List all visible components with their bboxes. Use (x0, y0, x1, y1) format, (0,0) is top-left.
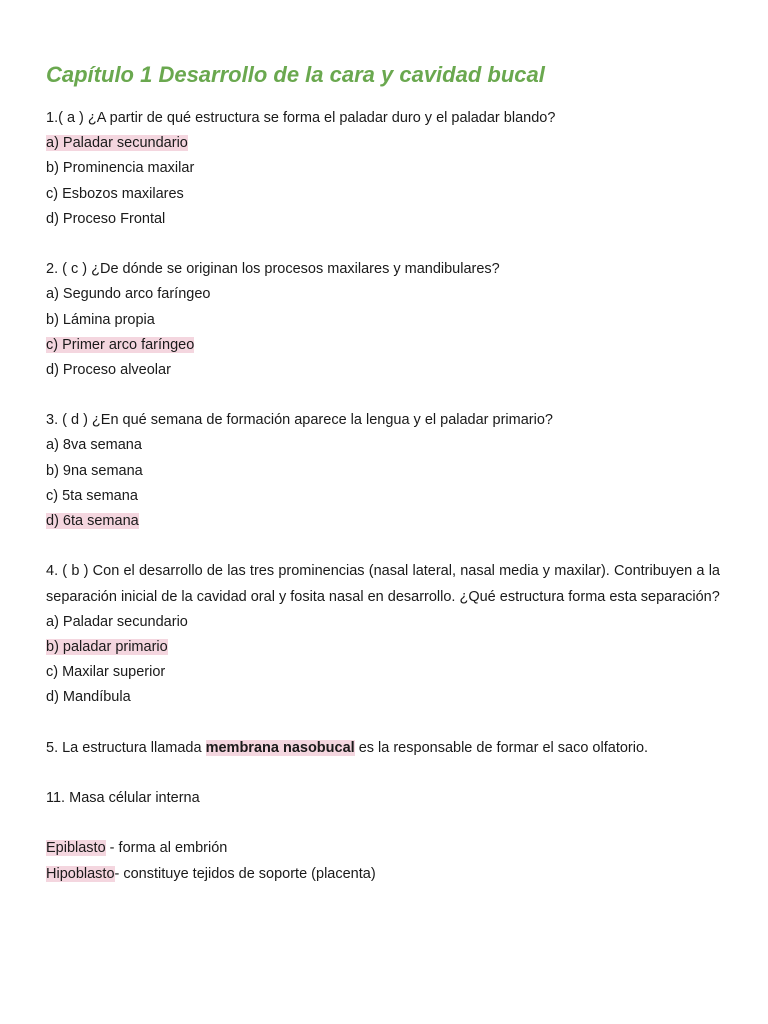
blank-line (46, 811, 720, 836)
question-1-option-c: c) Esbozos maxilares (46, 185, 184, 202)
statement-5 (46, 736, 720, 761)
question-2-option-b: b) Lámina propia (46, 311, 155, 328)
answer-highlight: d) 6ta semana (46, 513, 139, 529)
definition-text: - constituye tejidos de soporte (placenta) (114, 865, 376, 882)
answer-highlight: a) Paladar secundario (46, 135, 188, 152)
chapter-title: Capítulo 1 Desarrollo de la cara y cavidad bucal (46, 62, 545, 87)
question-3-prompt: 3. ( d ) ¿En qué semana de formación aparece la lengua y el paladar primario? (46, 412, 553, 429)
statement-5-after: es la responsable de formar el saco olfatorio. (354, 739, 649, 756)
question-4-option-c: c) Maxilar superior (46, 664, 166, 681)
question-1-option-a (46, 131, 720, 156)
question-4-option-a: a) Paladar secundario (46, 613, 188, 630)
blank-line (46, 711, 720, 736)
question-4-option-b (46, 635, 720, 660)
question-4-prompt: 4. ( b ) Con el desarrollo de las tres prominencias (nasal lateral, nasal media y maxilar). Contribuyen a la separación inicial de la cavidad oral y fosita nasal en desarrollo. ¿Qué estructura forma esta separación? (46, 563, 720, 605)
question-1-option-d: d) Proceso Frontal (46, 210, 166, 227)
question-2-option-a: a) Segundo arco faríngeo (46, 286, 211, 303)
question-2-option-c (46, 333, 720, 358)
answer-highlight: b) paladar primario (46, 638, 168, 655)
definition-hipoblasto (46, 862, 720, 887)
question-3-option-a: a) 8va semana (46, 437, 142, 454)
question-4-option-d: d) Mandíbula (46, 689, 131, 706)
question-1-prompt: 1.( a ) ¿A partir de qué estructura se forma el paladar duro y el paladar blando? (46, 110, 556, 126)
definition-text: - forma al embrión (105, 840, 228, 857)
question-2-prompt: 2. ( c ) ¿De dónde se originan los procesos maxilares y mandibulares? (46, 261, 500, 278)
blank-line (46, 534, 720, 559)
blank-line (46, 232, 720, 257)
blank-line (46, 761, 720, 786)
definition-term: Epiblasto (46, 840, 106, 857)
definition-epiblasto (46, 836, 720, 861)
question-3-option-d (46, 509, 720, 534)
question-3-option-b: b) 9na semana (46, 462, 143, 479)
answer-highlight: c) Primer arco faríngeo (46, 336, 195, 353)
document-page (46, 58, 720, 887)
question-2-option-d: d) Proceso alveolar (46, 361, 171, 378)
item-11: 11. Masa célular interna (46, 790, 200, 807)
question-1-option-b: b) Prominencia maxilar (46, 160, 195, 177)
statement-5-before: 5. La estructura llamada (46, 739, 206, 756)
definition-term: Hipoblasto (46, 865, 115, 882)
blank-line (46, 383, 720, 408)
question-3-option-c: c) 5ta semana (46, 487, 138, 504)
statement-5-term: membrana nasobucal (205, 739, 355, 756)
